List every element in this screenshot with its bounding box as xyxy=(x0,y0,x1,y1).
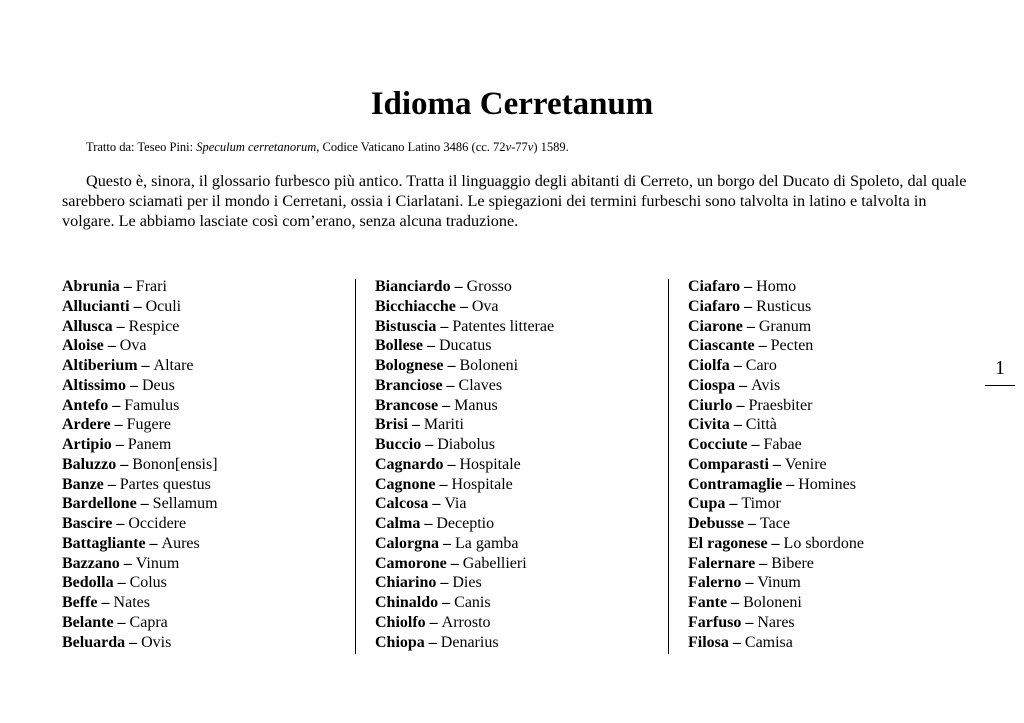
entry-term: Chiolfo xyxy=(375,613,426,631)
entry-separator: – xyxy=(443,357,460,374)
entry-term: Bolognese xyxy=(375,357,444,374)
entry-term: Calma xyxy=(375,515,421,532)
glossary-entry xyxy=(688,633,968,653)
glossary-entry xyxy=(688,593,968,613)
entry-separator: – xyxy=(735,376,752,394)
glossary-entry xyxy=(375,317,655,337)
entry-separator: – xyxy=(740,297,757,315)
entry-definition: Lo sbordone xyxy=(783,534,864,552)
entry-term: Belante xyxy=(62,613,114,631)
entry-definition: Fabae xyxy=(763,436,802,453)
entry-definition: Boloneni xyxy=(459,357,519,374)
entry-definition: Famulus xyxy=(124,396,180,414)
glossary-entry xyxy=(688,573,968,593)
entry-separator: – xyxy=(768,455,785,473)
entry-separator: – xyxy=(439,534,455,552)
entry-term: Contramaglie xyxy=(688,475,783,493)
entry-separator: – xyxy=(754,337,771,355)
entry-term: Bardellone xyxy=(62,495,137,513)
glossary-column-1 xyxy=(62,277,342,652)
entry-term: Altissimo xyxy=(62,376,126,394)
entry-definition: Capra xyxy=(129,613,168,631)
entry-term: Bollese xyxy=(375,337,423,355)
entry-separator: – xyxy=(438,396,455,414)
glossary-entry xyxy=(62,297,342,317)
glossary-column-3 xyxy=(688,277,968,652)
entry-term: Beluarda xyxy=(62,633,126,651)
entry-definition: Patentes litterae xyxy=(452,317,555,335)
entry-separator: – xyxy=(103,337,120,355)
entry-term: Bianciardo xyxy=(375,278,451,295)
entry-definition: Deus xyxy=(142,376,175,394)
entry-separator: – xyxy=(732,396,749,414)
entry-separator: – xyxy=(108,396,125,414)
glossary-entry xyxy=(62,613,342,633)
entry-separator: – xyxy=(137,357,154,374)
entry-separator: – xyxy=(125,633,142,651)
glossary-entry xyxy=(62,415,342,435)
entry-separator: – xyxy=(424,633,441,651)
entry-separator: – xyxy=(97,594,114,611)
entry-term: Farfuso xyxy=(688,613,742,631)
entry-definition: Ova xyxy=(119,337,147,355)
entry-term: Antefo xyxy=(62,396,109,414)
entry-definition: Mariti xyxy=(423,416,464,434)
entry-separator: – xyxy=(129,297,146,315)
entry-separator: – xyxy=(729,416,746,434)
entry-term: Buccio xyxy=(375,436,422,453)
entry-term: Comparasti xyxy=(688,455,769,473)
entry-definition: Canis xyxy=(454,594,491,611)
entry-definition: Ova xyxy=(471,297,499,315)
entry-separator: – xyxy=(443,455,460,473)
entry-separator: – xyxy=(727,594,744,611)
entry-separator: – xyxy=(116,455,133,473)
entry-definition: Diabolus xyxy=(437,436,495,453)
entry-definition: Hospitale xyxy=(451,475,513,493)
glossary-entry xyxy=(62,633,342,653)
entry-definition: Oculi xyxy=(145,297,182,315)
entry-term: Cagnardo xyxy=(375,455,444,473)
entry-term: Bascire xyxy=(62,515,113,532)
glossary-entry xyxy=(375,277,655,297)
entry-term: Ardere xyxy=(62,416,111,434)
entry-definition: Ovis xyxy=(141,633,172,651)
glossary-entry xyxy=(375,554,655,574)
entry-term: Debusse xyxy=(688,515,745,532)
entry-separator: – xyxy=(436,574,453,592)
glossary-entry xyxy=(688,336,968,356)
entry-definition: Nates xyxy=(113,594,150,611)
entry-term: Ciarone xyxy=(688,317,743,335)
entry-term: Calorgna xyxy=(375,534,439,552)
glossary-entry xyxy=(62,277,342,297)
glossary-entry xyxy=(375,593,655,613)
entry-definition: Bibere xyxy=(771,554,814,572)
glossary-entry xyxy=(62,376,342,396)
entry-separator: – xyxy=(436,317,453,335)
entry-term: Artipio xyxy=(62,436,112,453)
entry-term: Bazzano xyxy=(62,554,120,572)
glossary-entry xyxy=(688,317,968,337)
glossary-entry xyxy=(688,435,968,455)
entry-separator: – xyxy=(729,357,746,374)
glossary-entry xyxy=(375,455,655,475)
entry-term: Fante xyxy=(688,594,728,611)
entry-definition: Deceptio xyxy=(436,515,495,532)
glossary-entry xyxy=(375,475,655,495)
entry-definition: Respice xyxy=(128,317,180,335)
glossary-entry xyxy=(688,514,968,534)
column-divider-1 xyxy=(355,279,356,654)
entry-separator: – xyxy=(767,534,784,552)
glossary-entry xyxy=(375,415,655,435)
entry-term: Calcosa xyxy=(375,495,429,513)
glossary-entry xyxy=(62,554,342,574)
entry-definition: Timor xyxy=(741,495,781,513)
entry-separator: – xyxy=(126,376,142,394)
glossary-entry xyxy=(688,494,968,514)
source-note xyxy=(86,139,966,155)
entry-definition: Rusticus xyxy=(756,297,812,315)
page-number-rule xyxy=(985,385,1015,386)
entry-term: Ciospa xyxy=(688,376,736,394)
entry-separator: – xyxy=(744,515,761,532)
entry-definition: Fugere xyxy=(126,416,172,434)
glossary-entry xyxy=(688,534,968,554)
entry-term: Bedolla xyxy=(62,574,114,592)
entry-term: Ciascante xyxy=(688,337,755,355)
entry-term: Beffe xyxy=(62,594,98,611)
entry-term: Aloise xyxy=(62,337,104,355)
source-folio-v1: v xyxy=(505,140,512,154)
entry-term: Allusca xyxy=(62,317,113,335)
glossary-entry xyxy=(375,573,655,593)
entry-definition: Claves xyxy=(458,376,503,394)
entry-definition: Caro xyxy=(745,357,777,374)
entry-separator: – xyxy=(423,337,439,355)
entry-separator: – xyxy=(741,574,758,592)
glossary-entry xyxy=(375,356,655,376)
entry-definition: Dies xyxy=(452,574,482,592)
entry-separator: – xyxy=(782,475,799,493)
source-suffix: ) 1589. xyxy=(533,140,569,154)
entry-definition: Boloneni xyxy=(743,594,802,611)
glossary-entry xyxy=(62,356,342,376)
entry-term: Camorone xyxy=(375,554,447,572)
entry-definition: Grosso xyxy=(466,278,512,295)
entry-separator: – xyxy=(728,633,745,651)
entry-definition: Manus xyxy=(454,396,498,414)
entry-separator: – xyxy=(103,475,120,493)
entry-definition: Nares xyxy=(757,613,795,631)
glossary-column-2 xyxy=(375,277,655,652)
entry-separator: – xyxy=(407,416,424,434)
glossary-entry xyxy=(688,613,968,633)
entry-separator: – xyxy=(420,515,437,532)
entry-definition: Arrosto xyxy=(441,613,491,631)
entry-term: Chiopa xyxy=(375,633,425,651)
entry-term: Civita xyxy=(688,416,730,434)
glossary-entry xyxy=(375,534,655,554)
entry-definition: Colus xyxy=(129,574,167,592)
glossary-entry xyxy=(688,297,968,317)
entry-term: Chiarino xyxy=(375,574,437,592)
glossary-entry xyxy=(688,376,968,396)
entry-separator: – xyxy=(112,515,129,532)
intro-paragraph: Questo è, sinora, il glossario furbesco più antico. Tratta il linguaggio degli abitanti di Cerreto, un borgo del Ducato di Spoleto, dal quale sarebbero sciamati per il mondo i Cerretani, ossia i Ciarlatani. Le spiegazioni dei termini furbeschi sono talvolta in latino e talvolta in volgare. Le abbiamo lasciate così com’erano, senza alcuna traduzione. xyxy=(62,172,967,230)
source-work-title: Speculum cerretanorum xyxy=(196,140,317,154)
glossary-entry xyxy=(688,554,968,574)
page-title: Idioma Cerretanum xyxy=(370,86,654,122)
entry-definition: Vinum xyxy=(757,574,801,592)
glossary-entry xyxy=(688,396,968,416)
glossary-entry xyxy=(62,317,342,337)
entry-definition: Homo xyxy=(756,278,797,295)
entry-separator: – xyxy=(747,436,764,453)
entry-term: Bistuscia xyxy=(375,317,437,335)
entry-definition: Altare xyxy=(153,357,194,374)
entry-separator: – xyxy=(110,416,127,434)
entry-definition: Città xyxy=(745,416,777,434)
entry-separator: – xyxy=(435,475,452,493)
glossary-entry xyxy=(375,336,655,356)
glossary-entry xyxy=(688,415,968,435)
glossary-entry xyxy=(688,475,968,495)
entry-definition: Pecten xyxy=(770,337,814,355)
entry-term: Abrunia xyxy=(62,278,120,295)
entry-definition: La gamba xyxy=(455,534,519,552)
source-dash: -77 xyxy=(511,140,528,154)
entry-separator: – xyxy=(119,278,136,295)
entry-separator: – xyxy=(450,278,467,295)
glossary-entry xyxy=(688,455,968,475)
page-number: 1 xyxy=(995,357,1005,379)
entry-definition: Avis xyxy=(751,376,781,394)
glossary-entry xyxy=(375,613,655,633)
entry-term: Allucianti xyxy=(62,297,130,315)
entry-term: Falernare xyxy=(688,554,756,572)
glossary-entry xyxy=(62,455,342,475)
entry-separator: – xyxy=(113,574,130,592)
source-folio-v2: v xyxy=(527,140,534,154)
entry-definition: Denarius xyxy=(440,633,499,651)
entry-term: Branciose xyxy=(375,376,443,394)
entry-definition: Frari xyxy=(135,278,167,295)
glossary-entry xyxy=(375,297,655,317)
entry-definition: Granum xyxy=(758,317,812,335)
entry-term: Bicchiacche xyxy=(375,297,456,315)
glossary-entry xyxy=(375,633,655,653)
entry-term: Ciafaro xyxy=(688,297,741,315)
glossary-entry xyxy=(62,396,342,416)
source-prefix: Tratto da: Teseo Pini: xyxy=(86,140,197,154)
glossary-entry xyxy=(688,277,968,297)
entry-definition: Aures xyxy=(161,534,200,552)
glossary-entry xyxy=(375,396,655,416)
entry-definition: Sellamum xyxy=(152,495,218,513)
glossary-entry xyxy=(62,514,342,534)
entry-term: Filosa xyxy=(688,633,729,651)
entry-separator: – xyxy=(425,613,442,631)
entry-separator: – xyxy=(755,554,772,572)
entry-term: Baluzzo xyxy=(62,455,117,473)
glossary-entry xyxy=(62,336,342,356)
glossary-entry xyxy=(375,376,655,396)
glossary-entry xyxy=(62,475,342,495)
entry-term: Ciurlo xyxy=(688,396,733,414)
entry-definition: Gabellieri xyxy=(462,554,527,572)
entry-definition: Occidere xyxy=(128,515,187,532)
entry-definition: Ducatus xyxy=(439,337,492,355)
glossary-entry xyxy=(62,593,342,613)
entry-separator: – xyxy=(145,534,162,552)
entry-term: Banze xyxy=(62,475,104,493)
entry-definition: Hospitale xyxy=(459,455,521,473)
source-middle: , Codice Vaticano Latino 3486 (cc. 72 xyxy=(316,140,506,154)
glossary-entry xyxy=(375,514,655,534)
glossary-entry xyxy=(62,435,342,455)
entry-separator: – xyxy=(446,554,463,572)
entry-separator: – xyxy=(742,317,759,335)
entry-separator: – xyxy=(442,376,459,394)
entry-definition: Praesbiter xyxy=(748,396,813,414)
entry-term: Cocciute xyxy=(688,436,748,453)
entry-definition: Via xyxy=(444,495,467,513)
entry-definition: Venire xyxy=(784,455,827,473)
entry-definition: Panem xyxy=(127,436,172,453)
entry-separator: – xyxy=(421,436,438,453)
glossary-entry xyxy=(375,435,655,455)
entry-term: Altiberium xyxy=(62,357,138,374)
entry-separator: – xyxy=(111,436,128,453)
entry-term: Ciafaro xyxy=(688,278,741,295)
entry-separator: – xyxy=(725,495,742,513)
entry-separator: – xyxy=(119,554,136,572)
glossary-entry xyxy=(375,494,655,514)
entry-term: Brancose xyxy=(375,396,439,414)
entry-separator: – xyxy=(428,495,445,513)
entry-term: Cupa xyxy=(688,495,726,513)
entry-term: Battagliante xyxy=(62,534,146,552)
entry-term: Ciolfa xyxy=(688,357,730,374)
entry-definition: Homines xyxy=(798,475,856,493)
entry-separator: – xyxy=(112,317,129,335)
entry-term: Chinaldo xyxy=(375,594,439,611)
entry-definition: Camisa xyxy=(744,633,793,651)
entry-definition: Tace xyxy=(760,515,790,532)
entry-separator: – xyxy=(438,594,455,611)
entry-definition: Vinum xyxy=(135,554,180,572)
entry-term: Cagnone xyxy=(375,475,436,493)
column-divider-2 xyxy=(668,279,669,654)
glossary-entry xyxy=(62,534,342,554)
glossary-entry xyxy=(62,494,342,514)
entry-term: Falerno xyxy=(688,574,742,592)
entry-definition: Bonon[ensis] xyxy=(132,455,218,473)
entry-separator: – xyxy=(136,495,153,513)
glossary-entry xyxy=(688,356,968,376)
entry-separator: – xyxy=(455,297,472,315)
entry-separator: – xyxy=(113,613,130,631)
entry-separator: – xyxy=(741,613,758,631)
entry-term: El ragonese xyxy=(688,534,768,552)
entry-separator: – xyxy=(740,278,757,295)
glossary-entry xyxy=(62,573,342,593)
entry-definition: Partes questus xyxy=(119,475,211,493)
entry-term: Brisi xyxy=(375,416,408,434)
